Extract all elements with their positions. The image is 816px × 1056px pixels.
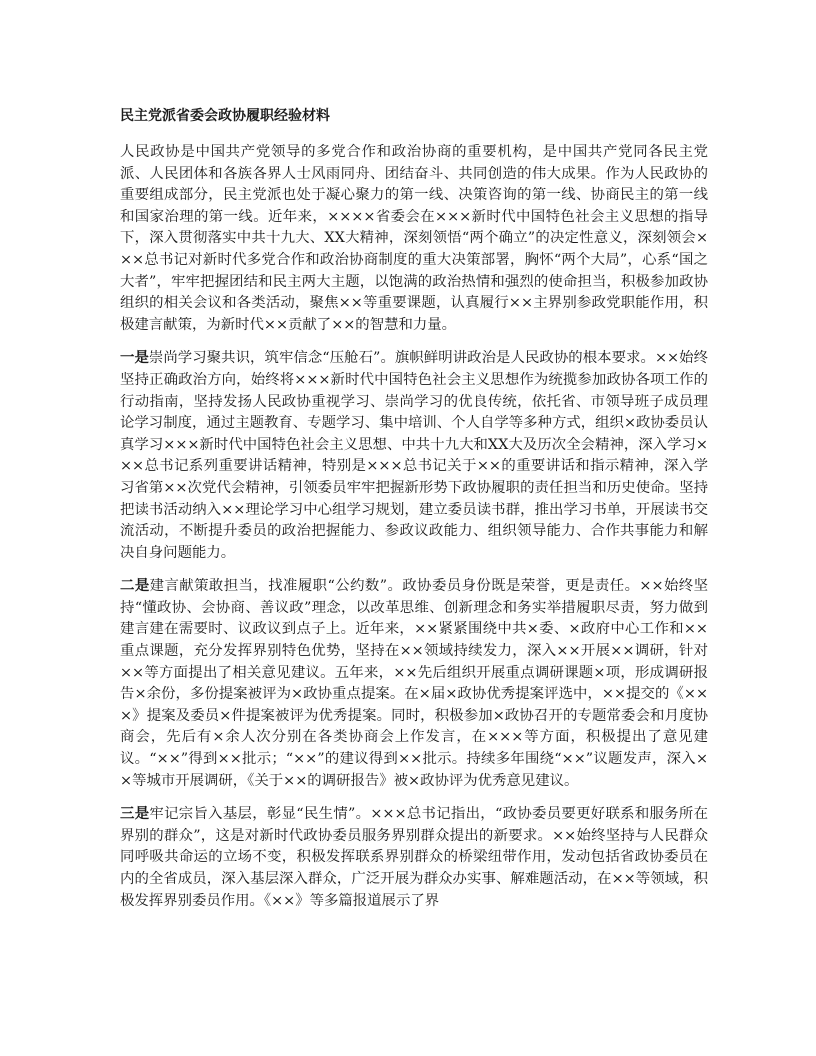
document-body	[120, 104, 708, 923]
section-paragraph-1	[120, 347, 708, 564]
section-paragraph-2	[120, 575, 708, 792]
section-text: 崇尚学习聚共识，筑牢信念“压舱石”。旗帜鲜明讲政治是人民政协的根本要求。××始终坚持正确政治方向，始终将×××新时代中国特色社会主义思想作为统揽参加政协各项工作的行动指南，坚持发扬人民政协重视学习、崇尚学习的优良传统，依托省、市领导班子成员理论学习制度，通过主题教育、专题学习、集中培训、个人自学等多种方式，组织×政协委员认真学习×××新时代中国特色社会主义思想、中共十九大和XX大及历次全会精神，深入学习×××总书记系列重要讲话精神，特别是×××总书记关于××的重要讲话和指示精神，深入学习省第××次党代会精神，引领委员牢牢把握新形势下政协履职的责任担当和历史使命。坚持把读书活动纳入××理论学习中心组学习规划，建立委员读书群，推出学习书单，开展读书交流活动，不断提升委员的政治把握能力、参政议政能力、组织领导能力、合作共事能力和解决自身问题能力。	[120, 350, 708, 561]
intro-paragraph: 人民政协是中国共产党领导的多党合作和政治协商的重要机构，是中国共产党同各民主党派、人民团体和各族各界人士风雨同舟、团结奋斗、共同创造的伟大成果。作为人民政协的重要组成部分，民主党派也处于凝心聚力的第一线、决策咨询的第一线、协商民主的第一线和国家治理的第一线。近年来，××××省委会在×××新时代中国特色社会主义思想的指导下，深入贯彻落实中共十九大、XX大精神，深刻领悟“两个确立”的决定性意义，深刻领会×××总书记对新时代多党合作和政治协商制度的重大决策部署，胸怀“两个大局”，心系“国之大者”，牢牢把握团结和民主两大主题，以饱满的政治热情和强烈的使命担当，积极参加政协组织的相关会议和各类活动，聚焦××等重要课题，认真履行××主界别参政党职能作用，积极建言献策，为新时代××贡献了××的智慧和力量。	[120, 144, 708, 333]
section-lead: 一是	[120, 349, 149, 367]
section-paragraph-3	[120, 803, 708, 912]
section-lead: 三是	[120, 805, 150, 823]
section-text: 牢记宗旨入基层，彰显“民生情”。×××总书记指出，“政协委员要更好联系和服务所在界别的群众”，这是对新时代政协委员服务界别群众提出的新要求。××始终坚持与人民群众同呼吸共命运的立场不变，积极发挥联系界别群众的桥梁纽带作用，发动包括省政协委员在内的全省成员，深入基层深入群众，广泛开展为群众办实事、解难题活动，在××等领域，积极发挥界别委员作用。《××》等多篇报道展示了界	[120, 806, 708, 909]
section-lead: 二是	[120, 577, 150, 595]
section-text: 建言献策敢担当，找准履职“公约数”。政协委员身份既是荣誉，更是责任。××始终坚持“懂政协、会协商、善议政”理念，以改革思维、创新理念和务实举措履职尽责，努力做到建言建在需要时、议政议到点子上。近年来，××紧紧围绕中共×委、×政府中心工作和××重点课题，充分发挥界别特色优势，坚持在××领域持续发力，深入××开展××调研，针对××等方面提出了相关意见建议。五年来，××先后组织开展重点调研课题×项，形成调研报告×余份，多份提案被评为×政协重点提案。在×届×政协优秀提案评选中，××提交的《×××》提案及委员×件提案被评为优秀提案。同时，积极参加×政协召开的专题常委会和月度协商会，先后有×余人次分别在各类协商会上作发言，在×××等方面，积极提出了意见建议。“××”得到××批示；“××”的建议得到××批示。持续多年围绕“××”议题发声，深入××等城市开展调研，《关于××的调研报告》被×政协评为优秀意见建议。	[120, 578, 708, 789]
document-title: 民主党派省委会政协履职经验材料	[120, 108, 330, 124]
